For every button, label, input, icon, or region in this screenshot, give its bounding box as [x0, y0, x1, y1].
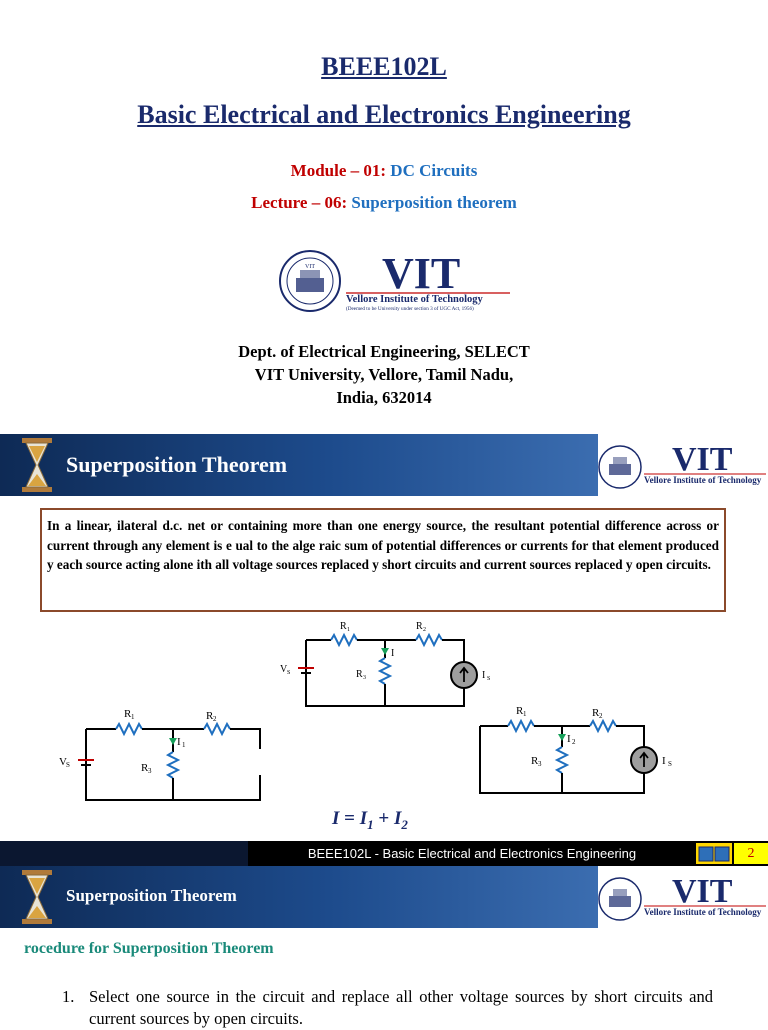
label-r2: R	[416, 621, 423, 632]
svg-text:3: 3	[363, 675, 366, 681]
svg-text:S: S	[668, 760, 672, 768]
label-r2: R	[206, 710, 214, 722]
footer-left-block	[0, 841, 248, 866]
svg-text:1: 1	[347, 627, 350, 633]
label-i: I	[391, 648, 395, 659]
svg-text:2: 2	[572, 738, 576, 746]
resistor-icon	[331, 635, 357, 645]
resistor-icon	[557, 747, 567, 773]
book-icon	[696, 843, 732, 864]
hourglass-icon	[14, 866, 60, 928]
logo-wordmark: VIT	[382, 249, 461, 298]
label-is: I	[662, 755, 666, 767]
resistor-icon	[380, 658, 390, 684]
label-vs: V	[280, 664, 288, 675]
dept-line-2: VIT University, Vellore, Tamil Nadu,	[254, 365, 514, 384]
procedure-heading: rocedure for Superposition Theorem	[24, 940, 274, 957]
vit-logo-small	[598, 866, 768, 928]
course-code: BEEE102L	[321, 52, 447, 81]
svg-text:2: 2	[213, 715, 217, 723]
procedure-number: 1.	[62, 987, 75, 1006]
lecture-value: Superposition theorem	[351, 193, 517, 212]
resistor-icon	[168, 752, 178, 778]
current-source-icon	[631, 747, 657, 773]
svg-text:2: 2	[423, 627, 426, 633]
vit-seal-icon	[280, 251, 340, 311]
logo-name-small: Vellore Institute of Technology	[644, 907, 762, 917]
course-title: Basic Electrical and Electronics Engineering	[137, 100, 631, 129]
procedure-item-1: Select one source in the circuit and replace all other voltage sources by short circuits and current sources by open circuits.	[89, 987, 713, 1028]
slide3-title: Superposition Theorem	[66, 886, 237, 905]
resistor-icon	[204, 724, 230, 734]
svg-text:1: 1	[131, 713, 135, 721]
current-source-icon	[451, 662, 477, 688]
resistor-icon	[508, 721, 534, 731]
svg-text:2: 2	[599, 712, 603, 720]
resistor-icon	[590, 721, 616, 731]
page-number: 2	[734, 843, 768, 864]
label-r1: R	[340, 621, 347, 632]
circuit-voltage-only	[56, 705, 276, 805]
vit-logo-large	[278, 246, 518, 316]
dept-line-3: India, 632014	[336, 388, 432, 407]
resistor-icon	[416, 635, 442, 645]
svg-text:1: 1	[523, 710, 527, 718]
department-address	[0, 340, 768, 409]
svg-text:S: S	[66, 761, 70, 769]
superposition-equation: $I = I_1 + I_2$	[332, 808, 408, 832]
lecture-line	[0, 193, 768, 213]
label-is: I	[482, 670, 486, 681]
svg-text:S: S	[287, 670, 291, 676]
circuit-current-only	[470, 700, 690, 800]
label-r3: R	[141, 762, 149, 774]
logo-tagline: (Deemed to be University under section 3 of UGC Act, 1956)	[346, 306, 474, 312]
module-label: Module – 01:	[290, 161, 387, 180]
seal-text: VIT	[305, 264, 315, 270]
logo-name-small: Vellore Institute of Technology	[644, 475, 762, 485]
label-r1: R	[516, 705, 524, 717]
label-r1: R	[124, 708, 132, 720]
label-r3: R	[531, 755, 539, 767]
lecture-label: Lecture – 06:	[251, 193, 348, 212]
circuit-combined	[276, 618, 506, 713]
label-r3: R	[356, 669, 363, 680]
vit-seal-icon	[599, 446, 641, 488]
svg-text:3: 3	[538, 760, 542, 768]
resistor-icon	[116, 724, 142, 734]
label-i2: I	[567, 733, 571, 745]
dept-line-1: Dept. of Electrical Engineering, SELECT	[238, 342, 530, 361]
vit-seal-icon	[599, 878, 641, 920]
theorem-statement-box: In a linear, ilateral d.c. net or containing more than one energy source, the resultant potential difference across or current through any element is e ual to the alge raic sum of potential differences or currents for that element produced y each source acting alone ith all voltage sources replaced y short circuits and current sources replaced y open circuits.	[40, 508, 726, 612]
svg-text:1: 1	[182, 741, 186, 749]
label-i1: I	[177, 736, 181, 748]
footer-course-text: BEEE102L - Basic Electrical and Electronics Engineering	[307, 846, 637, 861]
module-value: DC Circuits	[390, 161, 478, 180]
logo-wordmark-small: VIT	[672, 441, 733, 478]
vit-logo-small	[598, 434, 768, 496]
label-r2: R	[592, 707, 600, 719]
module-line	[0, 161, 768, 181]
hourglass-icon	[14, 434, 60, 496]
svg-text:3: 3	[148, 767, 152, 775]
logo-wordmark-small: VIT	[672, 873, 733, 910]
logo-name: Vellore Institute of Technology	[346, 294, 483, 305]
slide2-title: Superposition Theorem	[66, 452, 288, 477]
label-vs: V	[59, 756, 67, 768]
svg-text:S: S	[487, 676, 491, 682]
